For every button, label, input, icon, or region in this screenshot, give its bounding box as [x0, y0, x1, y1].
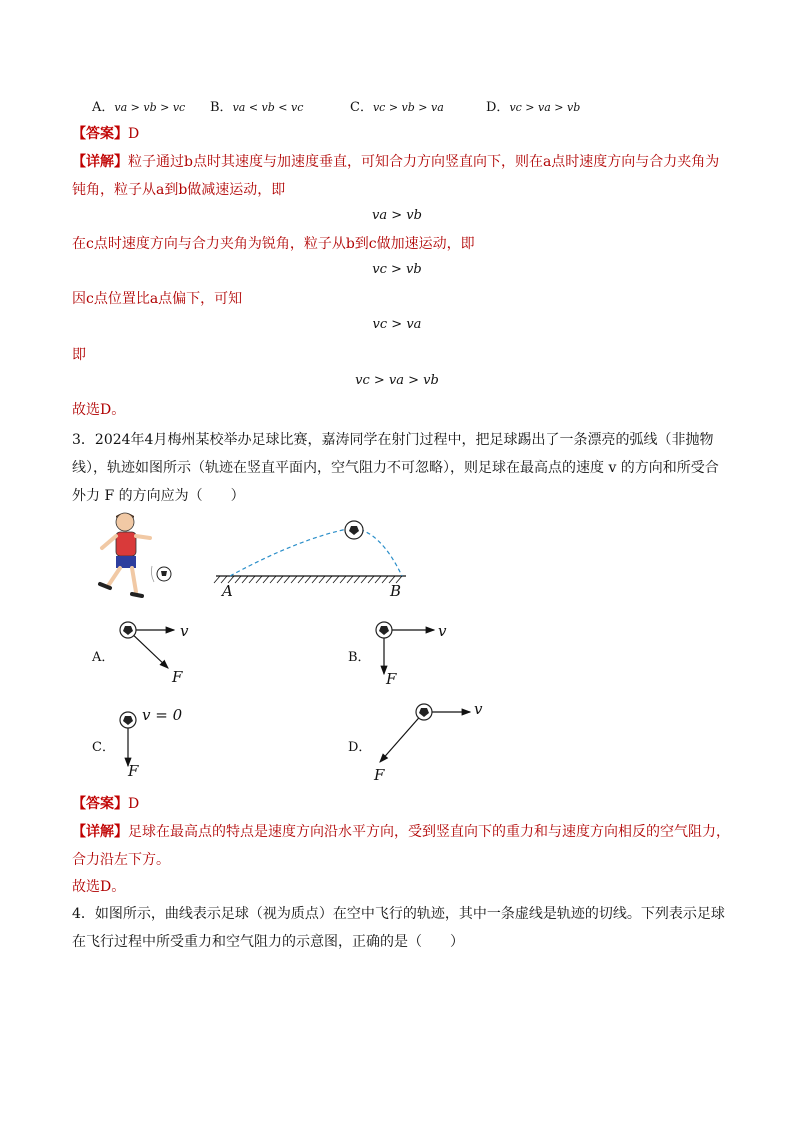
q2-detail-line1: 【详解】粒子通过b点时其速度与加速度垂直，可知合力方向竖直向下，则在a点时速度方向与合力夹角为 [72, 154, 720, 170]
q2-detail-line4: 因c点位置比a点偏下，可知 [72, 291, 243, 307]
q2-conclusion: 故选D。 [72, 402, 126, 418]
q3-stem-line3: 外力 F 的方向应为（ ） [72, 488, 245, 504]
q3-option-b-label: B． [348, 650, 371, 665]
q3-trajectory-figure [80, 508, 440, 608]
q3-option-a-label: A． [92, 650, 115, 665]
q3-option-d-figure [366, 696, 486, 776]
q2-equation-2: vc > vb [372, 262, 422, 277]
q4-stem-line2: 在飞行过程中所受重力和空气阻力的示意图，正确的是（ ） [72, 934, 464, 950]
q2-equation-4: vc > va > vb [355, 373, 439, 388]
q2-option-b: B．va < vb < vc [210, 100, 304, 115]
q3-option-c-f-label: F [128, 762, 139, 780]
q3-option-c-label: C． [92, 740, 115, 755]
soccer-ball-icon [120, 712, 136, 728]
q3-option-d-label: D． [348, 740, 372, 755]
q2-option-a: A．va > vb > vc [92, 100, 186, 115]
q2-equation-3: vc > va [372, 317, 422, 332]
q3-option-d-v-label: v [474, 700, 483, 718]
q3-conclusion: 故选D。 [72, 879, 126, 895]
q4-stem-line1: 4．如图所示，曲线表示足球（视为质点）在空中飞行的轨迹，其中一条虚线是轨迹的切线。下列表示足球 [72, 906, 725, 922]
q3-stem-line1: 3．2024年4月梅州某校举办足球比赛，嘉涛同学在射门过程中，把足球踢出了一条漂亮的弧线（非抛物 [72, 432, 714, 448]
trajectory-curve [230, 528, 402, 576]
q2-detail-line2: 钝角，粒子从a到b做减速运动，即 [72, 182, 286, 198]
soccer-ball-icon [376, 622, 392, 638]
q3-option-d-f-label: F [374, 766, 385, 784]
q3-option-a-v-label: v [180, 622, 189, 640]
q3-option-b-v-label: v [438, 622, 447, 640]
q3-detail-line2: 合力沿左下方。 [72, 852, 170, 868]
soccer-ball-icon [120, 622, 136, 638]
q2-option-c: C．vc > vb > va [350, 100, 444, 115]
ground-hatching [214, 576, 402, 583]
q2-answer: 【答案】D [72, 126, 140, 142]
q2-option-d: D．vc > va > vb [486, 100, 581, 115]
q3-option-b-f-label: F [386, 670, 397, 688]
q3-answer: 【答案】D [72, 796, 140, 812]
soccer-ball-icon [416, 704, 432, 720]
q3-stem-line2: 线），轨迹如图所示（轨迹在竖直平面内，空气阻力不可忽略），则足球在最高点的速度 v 的方向和所受合 [72, 460, 719, 476]
soccer-ball-icon [345, 521, 363, 539]
q3-detail-line1: 【详解】足球在最高点的特点是速度方向沿水平方向，受到竖直向下的重力和与速度方向相反的空气阻力， [72, 824, 730, 840]
q3-option-a-f-label: F [172, 668, 183, 686]
q2-detail-line3: 在c点时速度方向与合力夹角为锐角，粒子从b到c做加速运动，即 [72, 236, 475, 252]
q2-equation-1: va > vb [372, 208, 422, 223]
q3-option-c-v0-label: v = 0 [142, 706, 183, 724]
point-b-label: B [390, 582, 402, 600]
q2-detail-line5: 即 [72, 347, 86, 363]
player-illustration [100, 513, 171, 596]
point-a-label: A [222, 582, 233, 600]
